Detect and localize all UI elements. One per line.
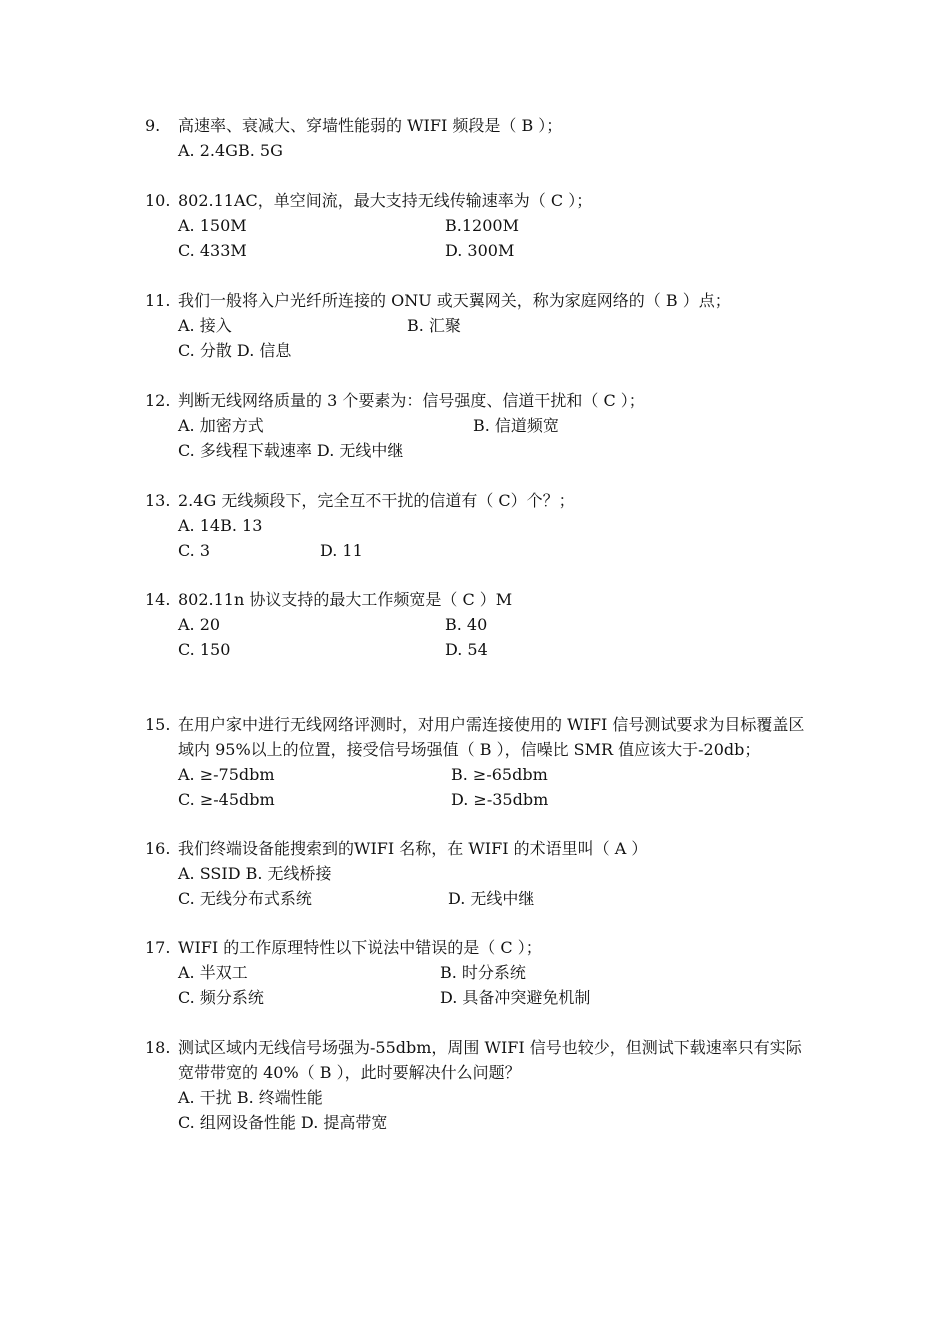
option-b: B.1200M: [445, 216, 519, 235]
option-d: D. 具备冲突避免机制: [440, 988, 591, 1007]
question-number: 18.: [145, 1038, 171, 1057]
question-number: 12.: [145, 391, 171, 410]
question-10: [145, 188, 815, 263]
option-d: D. 54: [445, 640, 488, 659]
option-row: [178, 238, 815, 263]
option-c: C. 3: [178, 541, 211, 560]
option-b: B. 时分系统: [440, 963, 526, 982]
question-number: 14.: [145, 590, 171, 609]
question-stem: 2.4G 无线频段下，完全互不干扰的信道有（ C）个？；: [178, 491, 575, 510]
question-stem: 判断无线网络质量的 3 个要素为：信号强度、信道干扰和（ C ）；: [178, 391, 645, 410]
option-cd: C. 分散 D. 信息: [178, 341, 292, 360]
question-stem: 802.11n 协议支持的最大工作频宽是（ C ）M: [178, 590, 513, 609]
question-14: [145, 587, 815, 662]
option-row: [178, 538, 815, 563]
option-c: C. 433M: [178, 241, 247, 260]
option-row: [178, 1110, 815, 1135]
option-a: A. 150M: [178, 216, 247, 235]
option-row: [178, 438, 815, 463]
question-number: 13.: [145, 491, 171, 510]
option-b: B. 40: [445, 615, 488, 634]
option: A. 2.4GB. 5G: [178, 141, 283, 160]
option-row: [178, 138, 815, 163]
question-number: 9.: [145, 116, 161, 135]
question-13: [145, 488, 815, 563]
option-d: D. 300M: [445, 241, 515, 260]
option-row: [178, 762, 815, 787]
option-row: [178, 1085, 815, 1110]
question-number: 17.: [145, 938, 171, 957]
option-row: [178, 413, 815, 438]
question-stem: 802.11AC，单空间流，最大支持无线传输速率为（ C ）；: [178, 191, 593, 210]
question-stem: 我们终端设备能搜索到的WIFI 名称，在 WIFI 的术语里叫（ A ）: [178, 839, 648, 858]
question-17: [145, 935, 815, 1010]
option-c: C. 频分系统: [178, 988, 264, 1007]
option-row: [178, 313, 815, 338]
option-row: [178, 513, 815, 538]
question-12: [145, 388, 815, 463]
question-stem: 在用户家中进行无线网络评测时，对用户需连接使用的 WIFI 信号测试要求为目标覆盖区域内 95%以上的位置，接受信号场强值（ B ），信噪比 SMR 值应该大于-20db；: [178, 715, 805, 759]
option-row: [178, 637, 815, 662]
option-c: C. 150: [178, 640, 231, 659]
option-row: [178, 612, 815, 637]
option-ab: A. SSID B. 无线桥接: [178, 864, 332, 883]
question-15: [145, 712, 815, 812]
option-b: B. 信道频宽: [473, 416, 559, 435]
question-number: 16.: [145, 839, 171, 858]
option-row: [178, 213, 815, 238]
question-stem: 测试区域内无线信号场强为-55dbm，周围 WIFI 信号也较少，但测试下载速率只有实际宽带带宽的 40%（ B ），此时要解决什么问题？: [178, 1038, 802, 1082]
option-ab: A. 干扰 B. 终端性能: [178, 1088, 323, 1107]
question-11: [145, 288, 815, 363]
option-b: B. 汇聚: [407, 316, 461, 335]
option-row: [178, 886, 815, 911]
option-cd: C. 组网设备性能 D. 提高带宽: [178, 1113, 388, 1132]
option-d: D. ≥-35dbm: [451, 790, 549, 809]
option-row: [178, 338, 815, 363]
option-row: [178, 985, 815, 1010]
option-c: C. ≥-45dbm: [178, 790, 275, 809]
question-stem: 我们一般将入户光纤所连接的 ONU 或天翼网关，称为家庭网络的（ B ）点；: [178, 291, 731, 310]
question-stem: WIFI 的工作原理特性以下说法中错误的是（ C ）；: [178, 938, 542, 957]
option-a: A. 接入: [178, 316, 232, 335]
option-row: [178, 787, 815, 812]
option-d: D. 无线中继: [448, 889, 535, 908]
option-a: A. 加密方式: [178, 416, 264, 435]
question-9: [145, 113, 815, 163]
option-a: A. ≥-75dbm: [178, 765, 275, 784]
option-a: A. 半双工: [178, 963, 248, 982]
question-stem: 高速率、衰减大、穿墙性能弱的 WIFI 频段是（ B ）；: [178, 116, 563, 135]
option-row: [178, 960, 815, 985]
question-16: [145, 836, 815, 911]
option-d: D. 11: [320, 541, 363, 560]
question-18: [145, 1035, 815, 1135]
option-cd: C. 多线程下载速率 D. 无线中继: [178, 441, 404, 460]
option-c: C. 无线分布式系统: [178, 889, 312, 908]
option-ab: A. 14B. 13: [178, 516, 263, 535]
option-row: [178, 861, 815, 886]
option-b: B. ≥-65dbm: [451, 765, 548, 784]
question-number: 15.: [145, 715, 171, 734]
question-number: 11.: [145, 291, 171, 310]
question-number: 10.: [145, 191, 171, 210]
option-a: A. 20: [178, 615, 221, 634]
